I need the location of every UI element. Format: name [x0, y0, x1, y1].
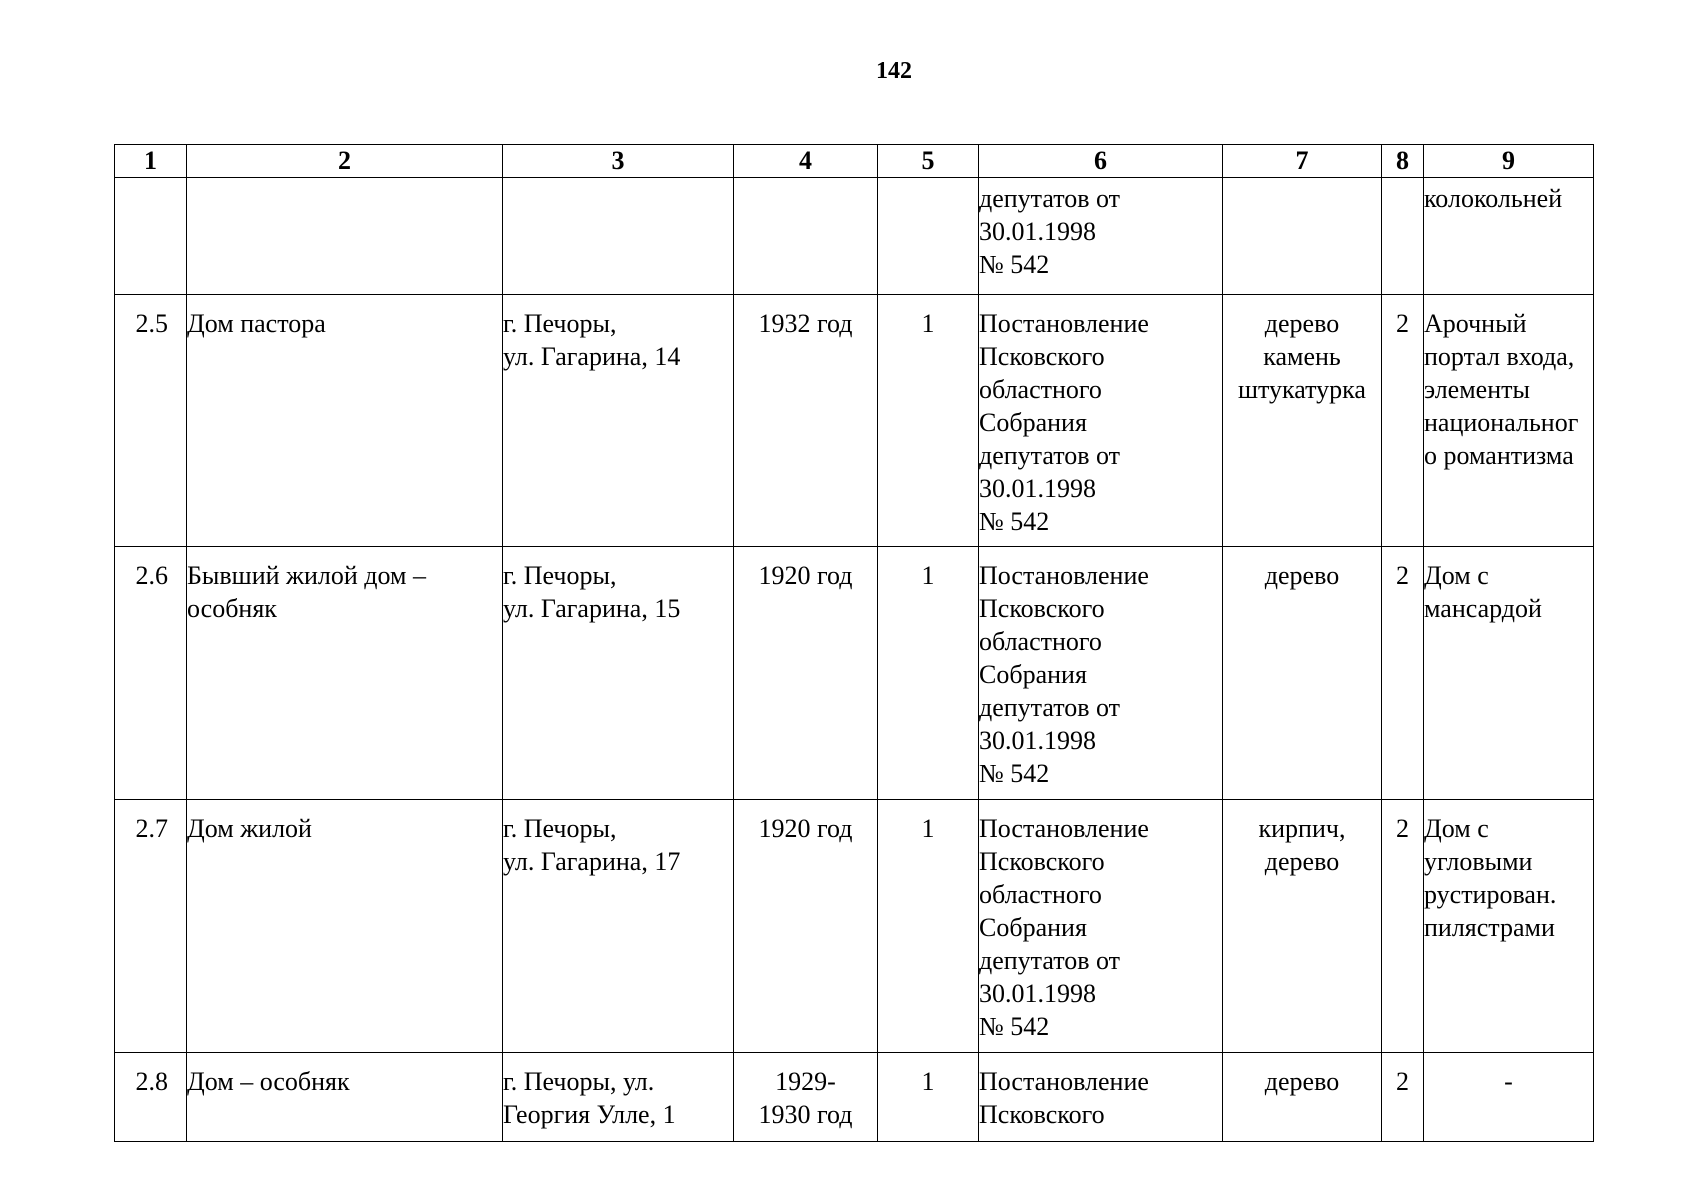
- cell-address: г. Печоры, ул. Георгия Улле, 1: [503, 1053, 734, 1142]
- table-row: [115, 800, 1594, 1053]
- cell-features: -: [1424, 1053, 1594, 1142]
- cell-material: [1223, 178, 1382, 295]
- table-row: [115, 547, 1594, 800]
- cell-name: Бывший жилой дом – особняк: [187, 547, 503, 800]
- cell-category: 1: [878, 295, 979, 547]
- cell-floors: 2: [1382, 800, 1424, 1053]
- cell-floors: 2: [1382, 1053, 1424, 1142]
- cell-number: 2.8: [115, 1053, 187, 1142]
- cell-date: 1920 год: [734, 800, 878, 1053]
- cell-features: Арочный портал входа, элементы национальног о романтизма: [1424, 295, 1594, 547]
- cell-category: 1: [878, 800, 979, 1053]
- column-header: 2: [187, 145, 503, 178]
- header-row: [115, 145, 1594, 178]
- cell-material: дерево: [1223, 1053, 1382, 1142]
- cell-number: 2.5: [115, 295, 187, 547]
- cell-name: Дом пастора: [187, 295, 503, 547]
- cell-number: [115, 178, 187, 295]
- cell-category: 1: [878, 1053, 979, 1142]
- table-row: [115, 1053, 1594, 1142]
- cell-document: Постановление Псковского областного Собрания депутатов от 30.01.1998 № 542: [979, 547, 1223, 800]
- cell-document: Постановление Псковского: [979, 1053, 1223, 1142]
- page-number: 142: [876, 58, 912, 84]
- column-header: 9: [1424, 145, 1594, 178]
- cell-number: 2.7: [115, 800, 187, 1053]
- cell-floors: 2: [1382, 547, 1424, 800]
- cell-address: г. Печоры, ул. Гагарина, 15: [503, 547, 734, 800]
- cell-name: [187, 178, 503, 295]
- cell-material: дерево камень штукатурка: [1223, 295, 1382, 547]
- cell-document: Постановление Псковского областного Собрания депутатов от 30.01.1998 № 542: [979, 800, 1223, 1053]
- cell-date: 1920 год: [734, 547, 878, 800]
- column-header: 5: [878, 145, 979, 178]
- cell-date: 1932 год: [734, 295, 878, 547]
- cell-category: [878, 178, 979, 295]
- cell-address: г. Печоры, ул. Гагарина, 14: [503, 295, 734, 547]
- cell-floors: 2: [1382, 295, 1424, 547]
- cell-date: [734, 178, 878, 295]
- cell-address: [503, 178, 734, 295]
- table-row: [115, 178, 1594, 295]
- column-header: 7: [1223, 145, 1382, 178]
- cell-date: 1929- 1930 год: [734, 1053, 878, 1142]
- cell-features: Дом с угловыми рустирован. пилястрами: [1424, 800, 1594, 1053]
- cell-features: колокольней: [1424, 178, 1594, 295]
- cell-material: дерево: [1223, 547, 1382, 800]
- cell-features: Дом с мансардой: [1424, 547, 1594, 800]
- column-header: 4: [734, 145, 878, 178]
- column-header: 1: [115, 145, 187, 178]
- column-header: 8: [1382, 145, 1424, 178]
- cell-floors: [1382, 178, 1424, 295]
- cell-document: депутатов от 30.01.1998 № 542: [979, 178, 1223, 295]
- cell-name: Дом – особняк: [187, 1053, 503, 1142]
- cell-category: 1: [878, 547, 979, 800]
- cell-name: Дом жилой: [187, 800, 503, 1053]
- heritage-registry-table: [114, 144, 1594, 1142]
- column-header: 6: [979, 145, 1223, 178]
- cell-number: 2.6: [115, 547, 187, 800]
- cell-address: г. Печоры, ул. Гагарина, 17: [503, 800, 734, 1053]
- cell-material: кирпич, дерево: [1223, 800, 1382, 1053]
- column-header: 3: [503, 145, 734, 178]
- cell-document: Постановление Псковского областного Собрания депутатов от 30.01.1998 № 542: [979, 295, 1223, 547]
- table-row: [115, 295, 1594, 547]
